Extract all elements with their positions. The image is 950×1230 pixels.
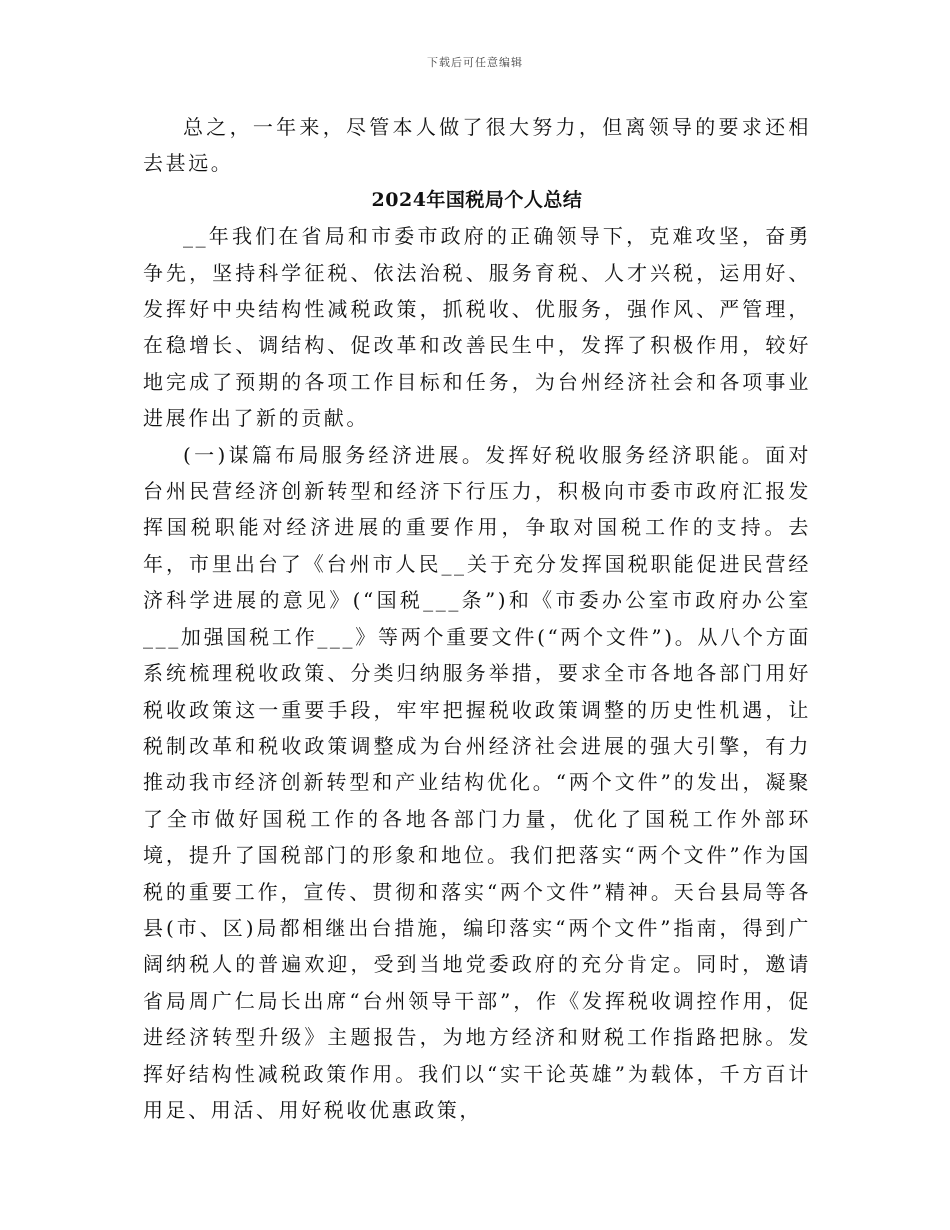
page-header: 下载后可任意编辑 — [427, 56, 523, 69]
intro-paragraph: 总之，一年来，尽管本人做了很大努力，但离领导的要求还相去甚远。 — [143, 115, 811, 176]
document-title: 2024年国税局个人总结 — [371, 188, 583, 211]
paragraph-2: (一)谋篇布局服务经济进展。发挥好税收服务经济职能。面对台州民营经济创新转型和经济下行压力，积极向市委市政府汇报发挥国税职能对经济进展的重要作用，争取对国税工作的支持。去年，市里出台了《台州市人民__关于充分发挥国税职能促进民营经济科学进展的意见》(“国税___条”)和《市委办公室市政府办公室___加强国税工作___》等两个重要文件(“两个文件”)。从八个方面系统梳理税收政策、分类归纳服务举措，要求全市各地各部门用好税收政策这一重要手段，牢牢把握税收政策调整的历史性机遇，让税制改革和税收政策调整成为台州经济社会进展的强大引擎，有力推动我市经济创新转型和产业结构优化。“两个文件”的发出，凝聚了全市做好国税工作的各地各部门力量，优化了国税工作外部环境，提升了国税部门的形象和地位。我们把落实“两个文件”作为国税的重要工作，宣传、贯彻和落实“两个文件”精神。天台县局等各县(市、区)局都相继出台措施，编印落实“两个文件”指南，得到广阔纳税人的普遍欢迎，受到当地党委政府的充分肯定。同时，邀请省局周广仁局长出席“台州领导干部”，作《发挥税收调控作用，促进经济转型升级》主题报告，为地方经济和财税工作指路把脉。发挥好结构性减税政策作用。我们以“实干论英雄”为载体，千方百计用足、用活、用好税收优惠政策， — [143, 442, 811, 1122]
paragraph-1: __年我们在省局和市委市政府的正确领导下，克难攻坚，奋勇争先，坚持科学征税、依法治税、服务育税、人才兴税，运用好、发挥好中央结构性减税政策，抓税收、优服务，强作风、严管理，在稳增长、调结构、促改革和改善民生中，发挥了积极作用，较好地完成了预期的各项工作目标和任务，为台州经济社会和各项事业进展作出了新的贡献。 — [143, 224, 811, 431]
document-body — [143, 109, 811, 1128]
